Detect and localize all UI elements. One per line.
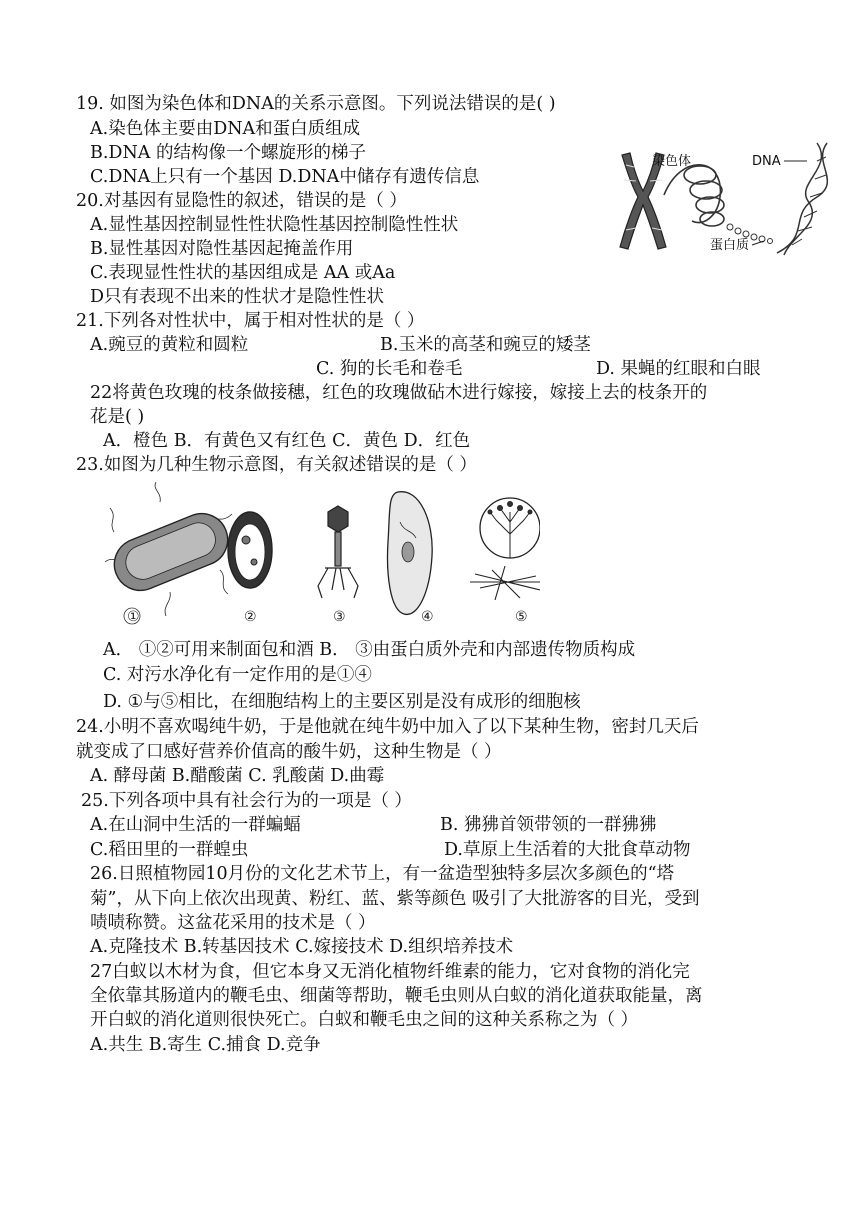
- label-protein: 蛋白质: [710, 238, 750, 253]
- q19-stem: 19. 如图为染色体和DNA的关系示意图。下列说法错误的是( ): [76, 94, 556, 114]
- label-4: ④: [421, 609, 434, 625]
- q24-stem-line2: 就变成了口感好营养价值高的酸牛奶，这种生物是（ ）: [76, 742, 502, 762]
- q21-option-b: B.玉米的高茎和豌豆的矮茎: [380, 335, 591, 355]
- q20-stem: 20.对基因有显隐性的叙述，错误的是（ ）: [76, 191, 407, 211]
- q25-option-b: B. 狒狒首领带领的一群狒狒: [440, 815, 657, 835]
- yeast-cell-icon: [228, 512, 272, 588]
- q24-options: A. 酵母菌 B.醋酸菌 C. 乳酸菌 D.曲霉: [90, 766, 385, 786]
- label-2: ②: [244, 609, 257, 625]
- dna-helix-icon: [777, 143, 827, 255]
- label-3: ③: [333, 609, 346, 625]
- mold-icon: [470, 498, 540, 600]
- bacteriophage-icon: [318, 506, 358, 598]
- q19-option-b: B.DNA 的结构像一个螺旋形的梯子: [90, 143, 366, 163]
- q20-option-b: B.显性基因对隐性基因起掩盖作用: [90, 239, 354, 259]
- q20-option-d: D只有表现不出来的性状才是隐性性状: [90, 287, 385, 307]
- q26-options: A.克隆技术 B.转基因技术 C.嫁接技术 D.组织培养技术: [90, 937, 514, 957]
- organism-labels: [124, 608, 528, 625]
- q21-stem: 21.下列各对性状中，属于相对性状的是（ ）: [76, 311, 425, 331]
- q21-option-c: C. 狗的长毛和卷毛: [316, 359, 463, 379]
- q25-option-a: A.在山洞中生活的一群蝙蝠: [90, 815, 301, 835]
- q24-stem-line1: 24.小明不喜欢喝纯牛奶，于是他就在纯牛奶中加入了以下某种生物，密封几天后: [76, 717, 699, 737]
- q21-option-a: A.豌豆的黄粒和圆粒: [90, 335, 249, 355]
- q22-options: A．橙色 B．有黄色又有红色 C．黄色 D．红色: [103, 431, 471, 451]
- q26-stem-line2: 菊”，从下向上依次出现黄、粉红、蓝、紫等颜色 吸引了大批游客的目光，受到: [90, 889, 700, 909]
- q20-option-a: A.显性基因控制显性性状隐性基因控制隐性性状: [90, 215, 459, 235]
- q19-option-a: A.染色体主要由DNA和蛋白质组成: [90, 119, 361, 139]
- q23-option-c: C. 对污水净化有一定作用的是①④: [103, 665, 372, 685]
- q20-option-c: C.表现显性性状的基因组成是 AA 或Aa: [90, 263, 396, 283]
- label-1: ①: [127, 609, 140, 625]
- bacterium-icon: [105, 482, 235, 616]
- chromosome-dna-figure: [612, 135, 840, 265]
- q23-stem: 23.如图为几种生物示意图，有关叙述错误的是（ ）: [76, 455, 477, 475]
- q27-stem-line2: 全依靠其肠道内的鞭毛虫、细菌等帮助，鞭毛虫则从白蚁的消化道获取能量，离: [90, 986, 703, 1006]
- q22-stem-line2: 花是( ): [90, 407, 145, 427]
- label-chromosome: 染色体: [652, 154, 692, 169]
- paramecium-icon: [388, 492, 433, 615]
- q25-stem: 25.下列各项中具有社会行为的一项是（ ）: [81, 791, 412, 811]
- q26-stem-line3: 啧啧称赞。这盆花采用的技术是（ ）: [90, 913, 376, 933]
- label-dna: DNA: [752, 154, 781, 169]
- q25-option-c: C.稻田里的一群蝗虫: [90, 840, 249, 860]
- organisms-figure: [100, 482, 540, 630]
- q26-stem-line1: 26.日照植物园10月份的文化艺术节上，有一盆造型独特多层次多颜色的“塔: [90, 864, 675, 884]
- q22-stem-line1: 22将黄色玫瑰的枝条做接穗，红色的玫瑰做砧木进行嫁接，嫁接上去的枝条开的: [90, 383, 708, 403]
- q19-option-cd: C.DNA上只有一个基因 D.DNA中储存有遗传信息: [90, 167, 480, 187]
- label-5: ⑤: [515, 609, 528, 625]
- q27-stem-line1: 27白蚁以木材为食，但它本身又无消化植物纤维素的能力，它对食物的消化完: [90, 962, 690, 982]
- q23-option-d: D. ①与⑤相比，在细胞结构上的主要区别是没有成形的细胞核: [103, 692, 581, 712]
- q25-option-d: D.草原上生活着的大批食草动物: [444, 840, 691, 860]
- q23-options-ab: A． ①②可用来制面包和酒 B． ③由蛋白质外壳和内部遗传物质构成: [103, 640, 636, 660]
- q27-stem-line3: 开白蚁的消化道则很快死亡。白蚁和鞭毛虫之间的这种关系称之为（ ）: [90, 1010, 639, 1030]
- q27-options: A.共生 B.寄生 C.捕食 D.竞争: [90, 1035, 321, 1055]
- q21-option-d: D. 果蝇的红眼和白眼: [596, 359, 761, 379]
- chromatin-coil-icon: [664, 165, 724, 226]
